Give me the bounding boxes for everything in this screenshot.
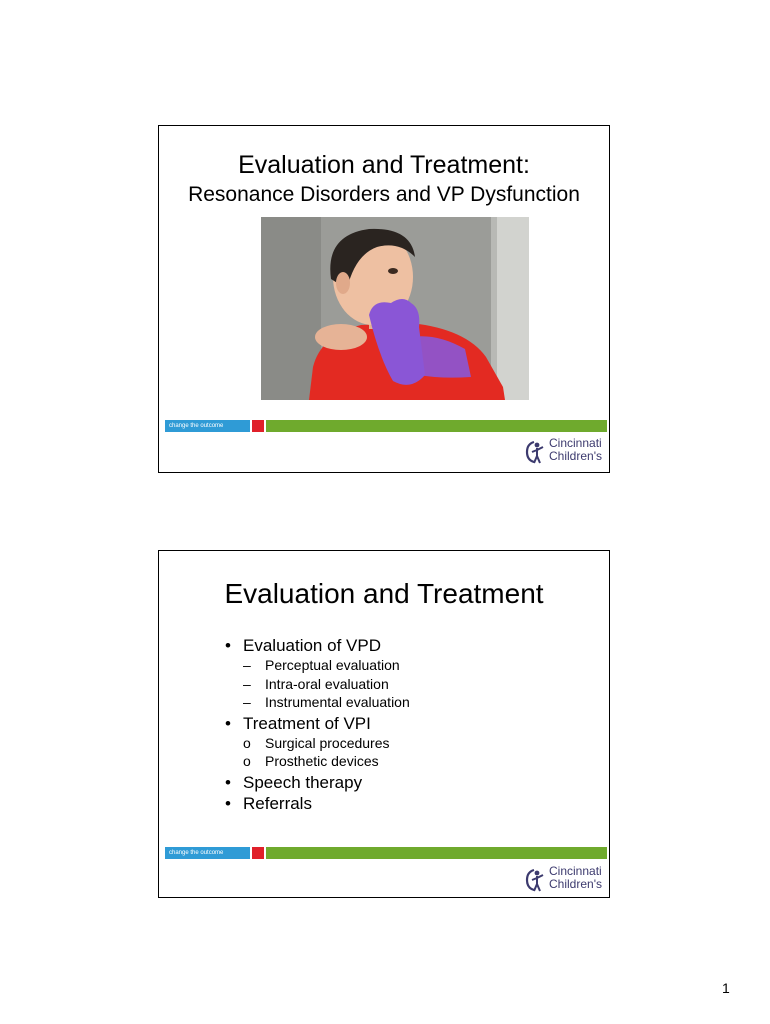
sub-bullet-list xyxy=(223,734,410,771)
footer-bar xyxy=(165,420,607,432)
bullet-marker: • xyxy=(225,772,231,792)
logo-figure-icon xyxy=(525,440,547,464)
footer-bar-green xyxy=(266,420,607,432)
footer-bar-red xyxy=(252,420,264,432)
slide-title: Evaluation and Treatment: xyxy=(238,151,530,179)
sub-bullet-marker: o xyxy=(243,753,251,769)
sub-bullet-marker: – xyxy=(243,694,251,710)
footer-bar-green xyxy=(266,847,607,859)
footer-bar-red xyxy=(252,847,264,859)
logo-line-2: Children's xyxy=(549,449,602,463)
footer-tagline: change the outcome xyxy=(169,423,224,429)
bullet-marker: • xyxy=(225,793,231,813)
sub-bullet-marker: – xyxy=(243,657,251,673)
footer-bar-blue xyxy=(165,847,250,859)
footer-bar-blue xyxy=(165,420,250,432)
sub-bullet-item xyxy=(223,675,410,694)
bullet-text: Speech therapy xyxy=(243,772,363,792)
sub-bullet-text: Instrumental evaluation xyxy=(265,694,410,710)
sub-bullet-text: Perceptual evaluation xyxy=(265,657,400,673)
bullet-marker: • xyxy=(225,713,231,733)
slide-title: Evaluation and Treatment xyxy=(224,578,544,609)
sub-bullet-text: Prosthetic devices xyxy=(265,753,379,769)
sub-bullet-item xyxy=(223,693,410,712)
footer-bar xyxy=(165,847,607,859)
logo-line-2: Children's xyxy=(549,877,602,891)
bullet-text: Referrals xyxy=(243,793,312,813)
bullet-item xyxy=(223,772,410,793)
sub-bullet-item xyxy=(223,734,410,753)
page-number: 1 xyxy=(722,980,730,996)
bullet-item xyxy=(223,635,410,656)
sub-bullet-text: Intra-oral evaluation xyxy=(265,675,389,692)
sub-bullet-item xyxy=(223,752,410,771)
bullet-list xyxy=(223,635,410,814)
sub-bullet-item xyxy=(223,656,410,675)
bullet-text: Treatment of VPI xyxy=(243,713,371,733)
bullet-marker: • xyxy=(225,636,231,655)
footer-tagline: change the outcome xyxy=(169,850,224,856)
logo-line-1: Cincinnati xyxy=(549,864,602,878)
slide-1 xyxy=(158,125,610,473)
logo-figure-icon xyxy=(525,868,547,892)
cincinnati-childrens-logo xyxy=(525,437,605,467)
sub-bullet-marker: – xyxy=(243,675,251,692)
bullet-item xyxy=(223,793,410,814)
slide-subtitle: Resonance Disorders and VP Dysfunction xyxy=(188,183,580,206)
child-photo xyxy=(261,217,529,400)
bullet-item xyxy=(223,713,410,734)
cincinnati-childrens-logo xyxy=(525,865,605,895)
logo-line-1: Cincinnati xyxy=(549,436,602,450)
sub-bullet-marker: o xyxy=(243,734,251,751)
slide-2 xyxy=(158,550,610,898)
sub-bullet-text: Surgical procedures xyxy=(265,734,390,751)
bullet-text: Evaluation of VPD xyxy=(243,636,381,655)
sub-bullet-list xyxy=(223,656,410,712)
